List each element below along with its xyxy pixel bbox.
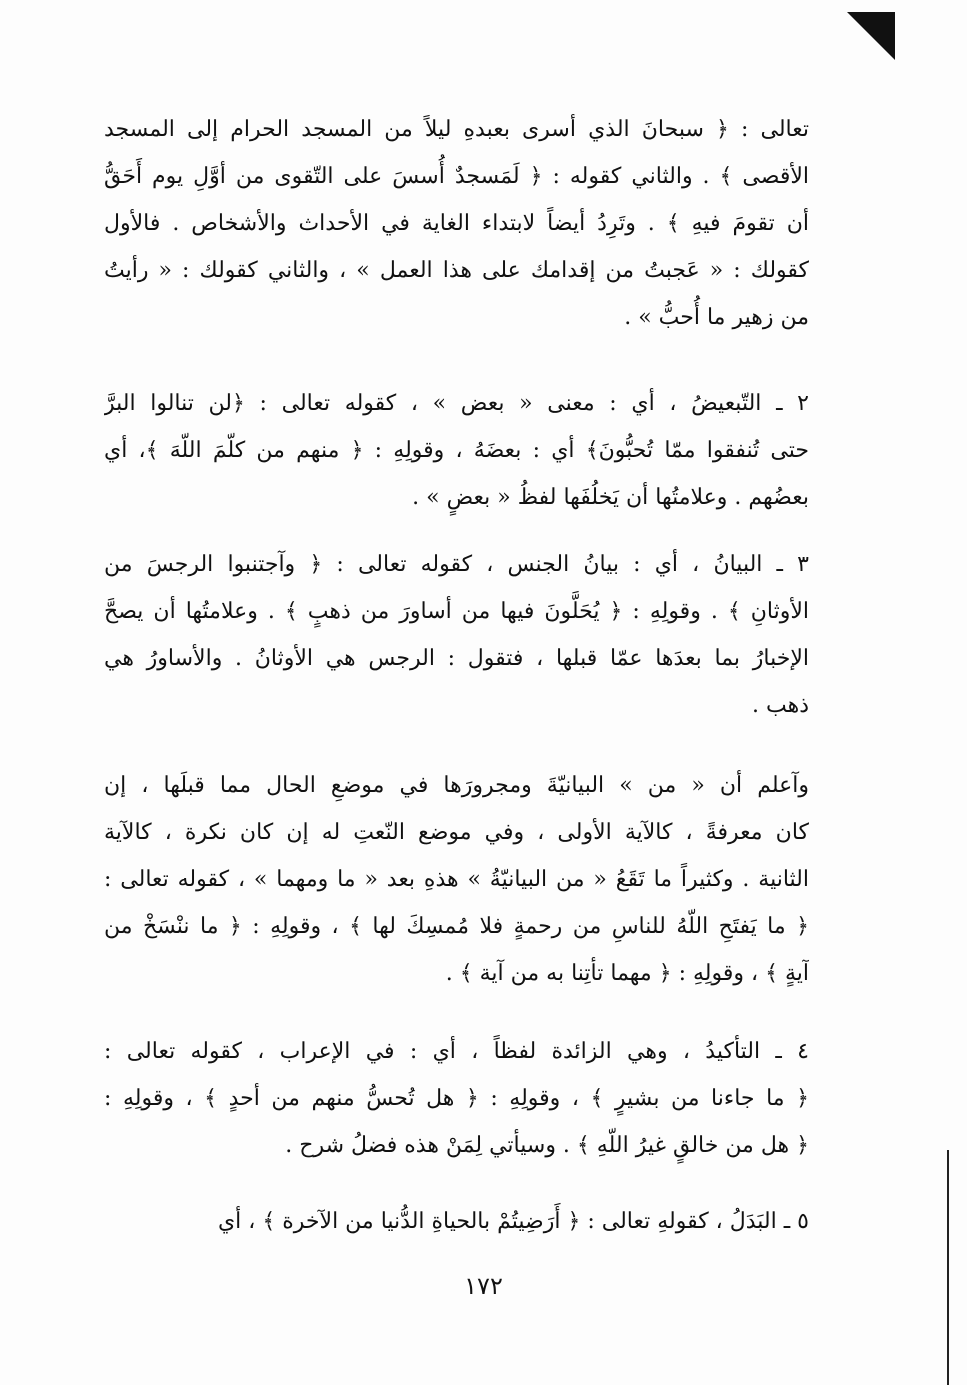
text-line: حتى تُنفقوا ممّا تُحبُّونَ﴾ أي : بعضَهُ ، وقولِهِ : ﴿ منهم من كلّمَ اللّهَ ﴾، أي	[104, 438, 809, 463]
text-line: وآعلم أن « من » البيانيّةَ ومجرورَها في موضعِ الحال مما قبلَها ، إن	[104, 773, 809, 798]
margin-rule	[947, 1150, 949, 1385]
page-number: ١٧٢	[464, 1272, 503, 1300]
paragraph-4	[104, 762, 809, 997]
text-line: ﴿ هل من خالقٍ غيرُ اللّهِ ﴾ . وسيأتي لِمَنْ هذه فضلُ شرح .	[285, 1133, 809, 1158]
text-line: من زهير ما أُحبُّ » .	[624, 305, 809, 330]
text-line: ﴿ ما يَفتَحِ اللّهُ للناسِ من رحمةٍ فلا مُمسِكَ لها ﴾ ، وقولِهِ : ﴿ ما ننْسَخْ من	[104, 914, 809, 939]
text-line: تعالى : ﴿ سبحانَ الذي أسرى بعبدهِ ليلاً من المسجد الحرام إلى المسجد	[104, 117, 809, 142]
text-line: ٢ ـ التّبعيضُ ، أي : معنى « بعض » ، كقوله تعالى : ﴿لن تنالوا البرَّ	[104, 391, 809, 416]
text-line: الأوثانِ ﴾ . وقولِهِ : ﴿ يُحَلَّونَ فيها من أساورَ من ذهبٍ ﴾ . وعلامتُها أن يصحَّ	[104, 599, 809, 624]
text-line: ذهب .	[752, 693, 809, 718]
corner-mark	[847, 12, 895, 60]
paragraph-6	[104, 1198, 809, 1245]
text-line: آيةٍ ﴾ ، وقولِهِ : ﴿ مهما تأتِنا به من آية ﴾ .	[445, 961, 809, 986]
text-line: كقولك : « عَجبتُ من إقدامك على هذا العمل » ، والثاني كقولك : « رأيتُ	[104, 258, 809, 283]
text-line: ٤ ـ التأكيدُ ، وهي الزائدة لفظاً ، أي : في الإعراب ، كقوله تعالى :	[104, 1039, 809, 1064]
text-line: الثانية . وكثيراً ما تَقَعُ « من البيانيّةُ » هذهِ بعد « ما ومهما » ، كقوله تعالى :	[104, 867, 809, 892]
text-line: الأقصى ﴾ . والثاني كقوله : ﴿ لَمَسجدٌ أُسسَ على التّقوى من أوَّلِ يوم أَحَقُّ	[104, 164, 809, 189]
text-line: ٣ ـ البيانُ ، أي : بيانُ الجنس ، كقوله تعالى : ﴿ وآجتنبوا الرجسَ من	[104, 552, 809, 577]
text-line: الإخبارُ بما بعدَها عمّا قبلها ، فتقول : الرجس هي الأوثانُ . والأساورُ هي	[104, 646, 809, 671]
paragraph-3	[104, 541, 809, 729]
paragraph-5	[104, 1028, 809, 1169]
paragraph-2	[104, 380, 809, 521]
paragraph-1	[104, 106, 809, 341]
text-line: كان معرفةً ، كالآية الأولى ، وفي موضع النّعتِ له إن كان نكرة ، كالآية	[104, 820, 809, 845]
text-line: ٥ ـ البَدَلُ ، كقولهِ تعالى : ﴿ أَرَضِيتُمْ بالحياةِ الدُّنيا من الآخرة ﴾ ، أي	[217, 1209, 809, 1234]
text-line: ﴿ ما جاءنا من بشيرٍ ﴾ ، وقولِهِ : ﴿ هل تُحسُّ منهم من أحدٍ ﴾ ، وقولِهِ :	[104, 1086, 809, 1111]
text-line: أن تقومَ فيهِ ﴾ . وتَرِدُ أيضاً لابتداء الغاية في الأحداث والأشخاص . فالأول	[104, 211, 809, 236]
text-line: بعضُهم . وعلامتُها أن يَخلُفَها لفظُ « بعضٍ » .	[412, 485, 809, 510]
